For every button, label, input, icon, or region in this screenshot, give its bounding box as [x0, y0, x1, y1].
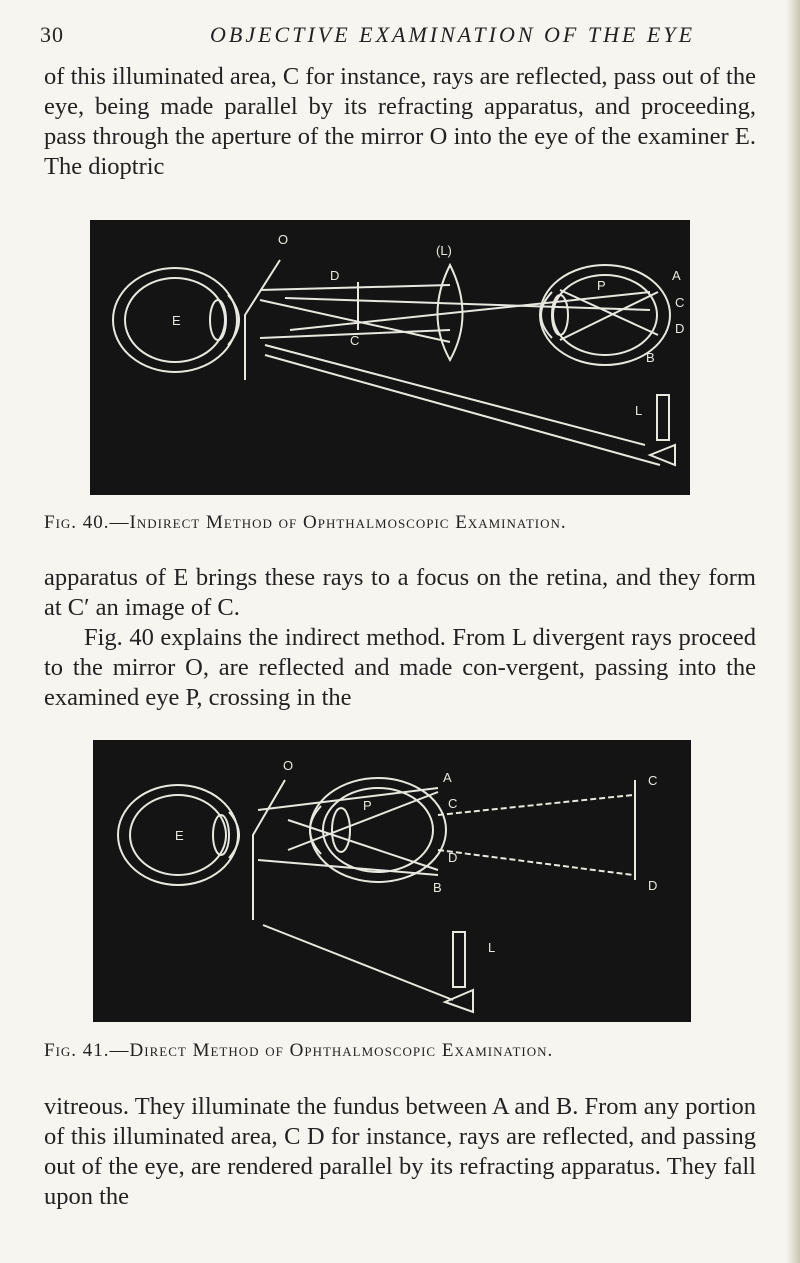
label-e: E	[175, 828, 184, 843]
ray-line	[290, 292, 650, 330]
mirror-o	[253, 780, 285, 920]
ray-line	[265, 355, 660, 465]
ray-line	[285, 298, 650, 310]
label-p: P	[597, 278, 606, 293]
figure-41-diagram	[93, 740, 691, 1022]
lamp-chimney	[453, 932, 465, 987]
examiner-eye-lens	[210, 300, 226, 340]
label-e: E	[172, 313, 181, 328]
figure-41-caption	[44, 1040, 756, 1062]
ray-line	[263, 925, 453, 1000]
figure-41-plate	[93, 740, 691, 1022]
figure-41-caption-title: —Direct Method of Ophthalmoscopic Examination.	[109, 1040, 554, 1061]
label-b: B	[646, 350, 655, 365]
paragraph-2a-text: apparatus of E brings these rays to a focus on the retina, and they form at C′ an image of C.	[44, 564, 756, 621]
lamp-base	[445, 990, 473, 1012]
paragraph-2	[44, 563, 756, 713]
label-d: D	[675, 321, 685, 336]
label-c: C	[675, 295, 685, 310]
label-d-prime: D	[648, 878, 658, 893]
ray-dashed	[438, 795, 633, 815]
running-head: OBJECTIVE EXAMINATION OF THE EYE	[210, 22, 696, 47]
paragraph-1	[44, 62, 756, 182]
label-p: P	[363, 798, 372, 813]
lamp-base	[650, 445, 675, 465]
page-edge-shadow	[786, 0, 800, 1263]
paragraph-2b-text: Fig. 40 explains the indirect method. From L divergent rays proceed to the mirror O, are reflected and made con-vergent, passing into the examined eye P, crossing in the	[44, 624, 756, 711]
figure-40-caption-number: Fig. 40.	[44, 512, 110, 533]
label-c-inner: C	[448, 796, 458, 811]
label-c-image: C	[350, 333, 360, 348]
label-a: A	[443, 770, 452, 785]
ray-line	[265, 345, 645, 445]
ray-line	[258, 788, 438, 810]
paragraph-3-text: vitreous. They illuminate the fundus between A and B. From any portion of this illuminated area, C D for instance, rays are reflected, and passing out of the eye, are rendered parallel by its refracting apparatus. They fall upon the	[44, 1093, 756, 1210]
ray-line	[288, 820, 438, 870]
figure-40-caption	[44, 512, 756, 534]
ray-line	[258, 860, 438, 875]
ray-line	[260, 285, 450, 290]
label-l-paren: (L)	[436, 243, 452, 258]
figure-40-caption-title: —Indirect Method of Ophthalmoscopic Examination.	[109, 512, 567, 533]
label-l: L	[635, 403, 643, 418]
figure-40-diagram	[90, 220, 690, 495]
label-a: A	[672, 268, 681, 283]
label-o: O	[278, 232, 289, 247]
lamp-chimney	[657, 395, 669, 440]
label-d-inner: D	[448, 850, 458, 865]
label-l: L	[488, 940, 496, 955]
ray-dashed	[438, 850, 633, 875]
mirror-o	[245, 260, 280, 380]
label-c-prime: C	[648, 773, 658, 788]
page-header	[40, 22, 760, 52]
figure-41-caption-number: Fig. 41.	[44, 1040, 110, 1061]
paragraph-1-text: of this illuminated area, C for instance, rays are reflected, pass out of the eye, being made parallel by its refracting apparatus, and proceeding, pass through the aperture of the mirror O into the eye of the examiner E. The dioptric	[44, 63, 756, 180]
figure-40-plate	[90, 220, 690, 495]
page-number: 30	[40, 22, 64, 47]
label-o: O	[283, 758, 294, 773]
paragraph-3	[44, 1092, 756, 1212]
label-b: B	[433, 880, 442, 895]
label-d-image: D	[330, 268, 340, 283]
